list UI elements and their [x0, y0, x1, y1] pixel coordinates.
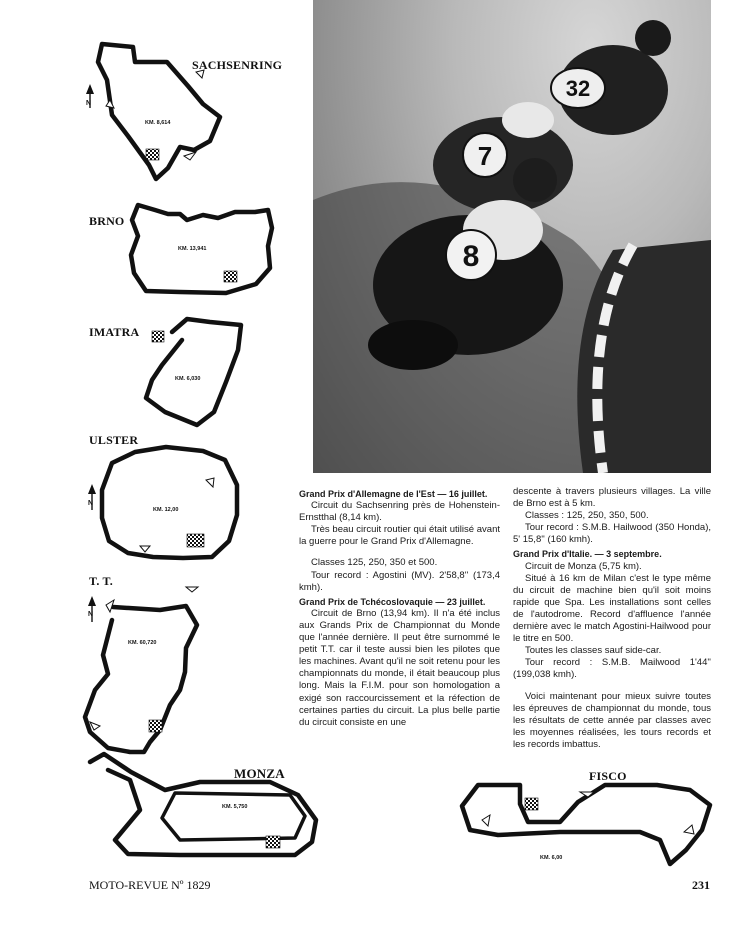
paragraph-gap: [513, 682, 711, 691]
paragraph: Très beau circuit routier qui était utilisé avant la guerre pour le Grand Prix d'Allemagne.: [299, 524, 500, 548]
paragraph-gap: [299, 548, 500, 557]
direction-arrow-icon: [140, 546, 150, 552]
tt-map: [85, 587, 198, 752]
article-column-2: [513, 486, 711, 751]
race-number-8: 8: [462, 240, 480, 273]
paragraph: Classes : 125, 250, 350, 500.: [525, 510, 649, 522]
direction-arrow-icon: [106, 100, 114, 108]
direction-arrow-icon: [684, 825, 694, 834]
distance-label-monza: KM. 5,750: [222, 804, 248, 810]
direction-arrow-icon: [90, 722, 100, 730]
start-flag-icon: [146, 149, 159, 160]
direction-arrow-icon: [186, 587, 198, 592]
race-number-32: 32: [565, 76, 591, 101]
section-heading: Grand Prix d'Italie. — 3 septembre.: [513, 549, 662, 560]
section-heading: Grand Prix de Tchécoslovaquie — 23 juillet.: [299, 596, 486, 607]
direction-arrow-icon: [184, 152, 196, 160]
north-label: N: [88, 500, 94, 507]
rider-7: [433, 102, 573, 213]
start-flag-icon: [266, 836, 280, 848]
paragraph: Voici maintenant pour mieux suivre toutes les épreuves de championnat du monde, tous les résultats de cette année par classes avec les moyennes réalisées, les tours records et les records imbattus.: [513, 690, 711, 750]
paragraph: Tour record : S.M.B. Hailwood (350 Honda), 5' 15,8'' (160 kmh).: [513, 522, 711, 546]
fisco-map: [462, 785, 710, 864]
start-flag-icon: [149, 720, 162, 732]
distance-label-imatra: KM. 6,030: [175, 376, 201, 382]
start-flag-icon: [224, 271, 237, 282]
rider-32: [551, 20, 671, 135]
paragraph: Tour record : Agostini (MV). 2'58,8'' (173,4 kmh).: [299, 569, 500, 593]
circuit-name-brno: BRNO: [89, 214, 125, 228]
north-label: N: [86, 100, 92, 107]
paragraph: Circuit de Monza (5,75 km).: [525, 560, 642, 572]
circuit-name-sachsenring: SACHSENRING: [192, 58, 283, 72]
circuit-name-imatra: IMATRA: [89, 325, 140, 339]
race-number-7: 7: [477, 141, 493, 171]
direction-arrow-icon: [482, 815, 490, 826]
page-number: 231: [692, 878, 710, 892]
article-column-1: [299, 486, 500, 729]
paragraph: Circuit de Brno (13,94 km). Il n'a été inclus aux Grands Prix de Championnat du Monde que l'année dernière. Il peut être surnommé le petit T.T. car il teste aussi bien les pilotes que les machines. Avant qu'il ne soit retenu pour les championnats du monde, il était beaucoup plus long. Mais la F.I.M. pour son homologation a exigé son raccourcissement et la réfection de certaines parties du circuit. La plus belle partie du circuit consiste en une: [299, 607, 500, 728]
paragraph: Tour record : S.M.B. Mailwood 1'44'' (199,038 kmh).: [513, 657, 711, 681]
distance-label-fisco: KM. 6,00: [540, 855, 563, 861]
section-heading: Grand Prix d'Allemagne de l'Est — 16 juillet.: [299, 489, 488, 499]
circuit-name-tt: T. T.: [89, 574, 114, 588]
circuit-name-ulster: ULSTER: [89, 433, 139, 447]
distance-label-tt: KM. 60,720: [128, 640, 157, 646]
circuit-name-monza: MONZA: [234, 766, 285, 781]
paragraph: descente à travers plusieurs villages. La ville de Brno est à 5 km.: [513, 486, 711, 510]
magazine-footer: MOTO-REVUE Nº 1829: [89, 878, 211, 892]
distance-label-brno: KM. 13,941: [178, 246, 207, 252]
direction-arrow-icon: [206, 478, 214, 487]
imatra-map: [146, 319, 241, 425]
north-label: N: [88, 611, 94, 618]
start-flag-icon: [152, 331, 164, 342]
paragraph: Toutes les classes sauf side-car.: [525, 645, 662, 657]
distance-label-ulster: KM. 12,00: [153, 507, 179, 513]
start-flag-icon: [187, 534, 204, 547]
circuit-name-fisco: FISCO: [589, 769, 627, 783]
paragraph: Classes 125, 250, 350 et 500.: [311, 557, 438, 569]
race-photo: [313, 0, 711, 473]
start-flag-icon: [525, 798, 538, 810]
paragraph: Circuit du Sachsenring près de Hohenstein-Ernstthal (8,14 km).: [299, 500, 500, 524]
distance-label-sachsenring: KM. 8,614: [145, 120, 171, 126]
ulster-map: [88, 447, 237, 558]
paragraph: Situé à 16 km de Milan c'est le type même du circuit de machine bien qu'il soit moins rapide que Spa. Les installations sont celles de l'autodrome. Record d'affluence l'année dernière avec le match Agostini-Hailwood pour le titre en 500.: [513, 572, 711, 645]
